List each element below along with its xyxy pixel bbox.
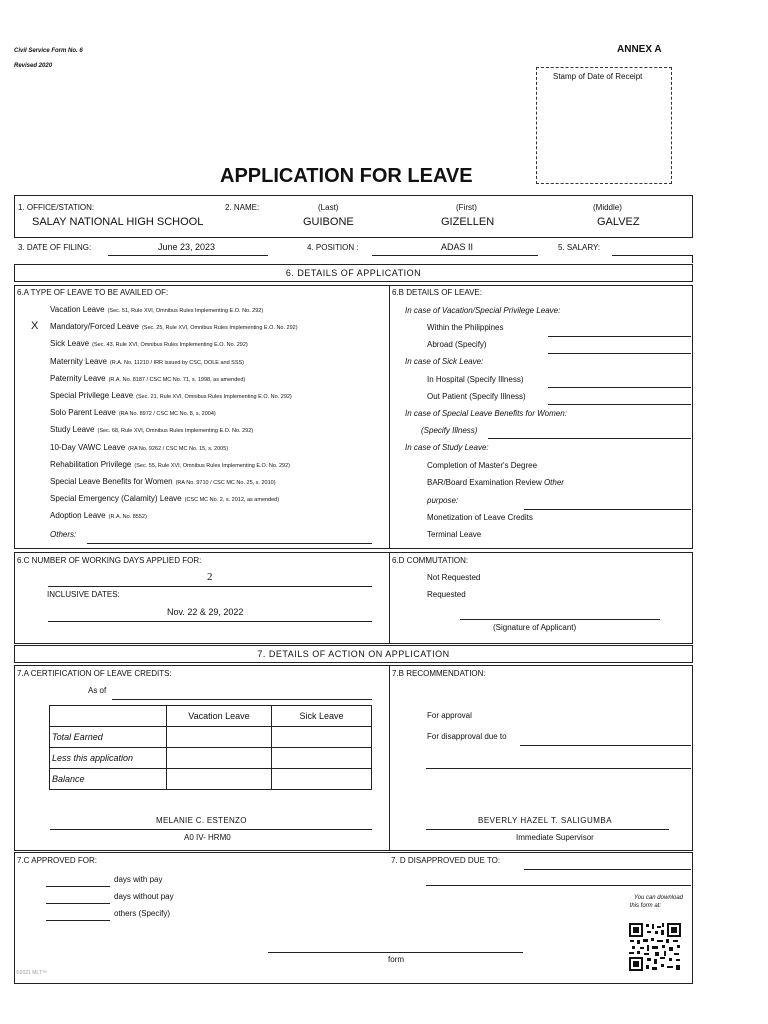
monetization-option[interactable]: Monetization of Leave Credits [427,513,533,522]
sick-leave-header: Sick Leave [272,706,372,727]
middle-name-value: GALVEZ [597,216,640,228]
leave-type-item[interactable] [50,460,290,469]
leave-type-item[interactable] [50,374,245,383]
inclusive-dates-value: Nov. 22 & 29, 2022 [167,607,244,617]
leave-type-checkmark[interactable]: X [31,320,39,333]
leave-type-reference: (Sec. 25, Rule XVI, Omnibus Rules Implementing E.O. No. 292) [141,325,298,332]
certifier-name: MELANIE C. ESTENZO [156,816,247,825]
form-revised: Revised 2020 [14,63,53,69]
women-specify-label: (Specify Illness) [421,426,478,435]
leave-type-item[interactable] [50,477,276,486]
section7d-title: 7. D DISAPPROVED DUE TO: [391,856,501,865]
leave-type-item[interactable] [50,511,147,520]
sick-case-header: In case of Sick Leave: [405,357,484,366]
leave-type-label: 10-Day VAWC Leave [50,442,126,452]
balance-label: Balance [50,769,167,790]
leave-type-item[interactable] [50,494,279,503]
download-note-1: You can download [633,895,683,901]
leave-type-label: Study Leave [50,425,95,435]
filing-value: June 23, 2023 [158,242,216,252]
stamp-box [536,67,672,184]
in-hospital-option[interactable]: In Hospital (Specify Illness) [427,375,524,384]
section6d-title: 6.D COMMUTATION: [392,556,469,565]
leave-type-label: Maternity Leave [50,356,107,366]
days-without-pay-label: days without pay [114,892,174,901]
office-label: 1. OFFICE/STATION: [18,203,95,212]
other-label: Other [543,478,564,487]
not-requested-option[interactable]: Not Requested [427,573,481,582]
bar-review-option[interactable] [427,478,564,487]
total-earned-sick[interactable] [272,727,372,748]
position-label: 4. POSITION : [307,243,359,252]
leave-type-label: Solo Parent Leave [50,408,116,418]
section7c-title: 7.C APPROVED FOR: [17,856,98,865]
table-header-row [50,706,372,727]
section6a-title: 6.A TYPE OF LEAVE TO BE AVAILED OF: [17,288,169,297]
leave-type-label: Vacation Leave [50,305,105,314]
abroad-option[interactable]: Abroad (Specify) [427,340,487,349]
study-case-header: In case of Study Leave: [405,443,489,452]
form-label: form [388,955,404,964]
total-earned-vacation[interactable] [167,727,272,748]
as-of-line [112,699,372,700]
table-row [50,769,372,790]
vacation-case-header: In case of Vacation/Special Privilege Leave: [405,306,561,315]
less-application-sick[interactable] [272,748,372,769]
less-application-vacation[interactable] [167,748,272,769]
name-label: 2. NAME: [225,203,260,212]
others-specify-label: others (Specify) [114,909,171,918]
supervisor-name: BEVERLY HAZEL T. SALIGUMBA [478,816,613,825]
position-value: ADAS II [441,242,474,252]
certifier-title: A0 IV- HRM0 [184,833,231,842]
leave-type-item[interactable] [50,425,253,434]
salary-line [612,255,692,256]
working-days-value: 2 [207,571,213,583]
filing-label: 3. DATE OF FILING: [18,243,92,252]
section6c-title: 6.C NUMBER OF WORKING DAYS APPLIED FOR: [17,556,202,565]
section7-header [14,645,693,663]
balance-vacation[interactable] [167,769,272,790]
leave-type-item[interactable] [50,443,228,452]
purpose-label: purpose: [427,496,459,505]
others-line[interactable] [87,543,372,544]
authorized-signature-line [268,952,523,953]
balance-sick[interactable] [272,769,372,790]
first-name-label: (First) [456,203,477,212]
vacation-leave-header: Vacation Leave [167,706,272,727]
applicant-signature-label: (Signature of Applicant) [493,623,577,632]
leave-type-reference: (Sec. 21, Rule XVI, Omnibus Rules Implementing E.O. No. 292) [136,394,292,400]
section7a-title: 7.A CERTIFICATION OF LEAVE CREDITS: [17,669,172,678]
leave-type-reference: (Sec. 51, Rule XVI, Omnibus Rules Implementing E.O. No. 292) [107,308,264,314]
leave-type-reference: (Sec. 68, Rule XVI, Omnibus Rules Implementing E.O. No. 292) [97,428,254,435]
supervisor-title: Immediate Supervisor [516,833,594,842]
last-name-label: (Last) [318,203,339,212]
terminal-leave-option[interactable]: Terminal Leave [427,530,482,539]
leave-type-reference: (CSC MC No. 2, s. 2012, as amended) [184,497,280,504]
inclusive-dates-label: INCLUSIVE DATES: [47,590,120,599]
download-note-2: this form at: [629,903,661,909]
copyright-text: ©2021 MLT™ [16,970,47,976]
section7cd-box [14,852,693,984]
table-row [50,727,372,748]
for-approval-option[interactable]: For approval [427,711,472,720]
section7b-title: 7.B RECOMMENDATION: [392,669,486,678]
salary-label: 5. SALARY: [558,243,601,252]
annex-label: ANNEX A [617,44,662,55]
section6-title: 6. DETAILS OF APPLICATION [285,268,422,278]
last-name-value: GUIBONE [303,216,354,228]
table-row [50,748,372,769]
leave-type-label: Special Leave Benefits for Women [50,477,173,486]
section6-header [14,264,693,282]
qr-code-icon[interactable] [628,922,682,972]
position-line [372,255,538,256]
leave-type-label: Rehabilitation Privilege [50,459,132,469]
leave-type-reference: (Sec. 43, Rule XVI, Omnibus Rules Implementing E.O. No. 292) [92,342,248,349]
form-number: Civil Service Form No. 6 [14,48,83,54]
filing-line [108,255,268,256]
leave-type-label: Mandatory/Forced Leave [50,322,139,332]
leave-type-item[interactable] [50,408,216,417]
requested-option[interactable]: Requested [427,590,466,599]
page-title: APPLICATION FOR LEAVE [220,165,473,187]
for-disapproval-option[interactable]: For disapproval due to [427,732,507,741]
leave-type-label: Adoption Leave [50,511,106,521]
less-application-label: Less this application [50,748,167,769]
leave-type-item[interactable] [50,339,248,348]
leave-type-reference: (RA No. 9262 / CSC MC No. 15, s. 2005) [128,445,229,452]
leave-type-label: Special Emergency (Calamity) Leave [50,494,182,504]
leave-type-reference: (RA No. 9710 / CSC MC No. 25, s. 2010) [175,480,276,486]
leave-type-item[interactable] [50,322,298,331]
leave-type-reference: (R.A. No. 8187 / CSC MC No. 71, s. 1998, as amended) [108,376,246,383]
section6b-title: 6.B DETAILS OF LEAVE: [392,288,482,297]
leave-type-reference: (R.A. No. 8552) [108,514,147,521]
leave-type-reference: (RA No. 8972 / CSC MC No. 8, s. 2004) [118,411,216,418]
total-earned-label: Total Earned [50,727,167,748]
first-name-value: GIZELLEN [441,216,495,228]
leave-type-item[interactable] [50,357,244,366]
women-case-header: In case of Special Leave Benefits for Women: [405,409,567,418]
within-philippines-option[interactable]: Within the Philippines [427,323,504,332]
leave-type-label: Paternity Leave [50,373,106,383]
others-label: Others: [50,530,77,539]
office-value: SALAY NATIONAL HIGH SCHOOL [32,216,204,228]
leave-type-reference: (R.A. No. 11210 / IRR issued by CSC, DOLE and SSS) [109,359,245,366]
stamp-label: Stamp of Date of Receipt [553,72,643,81]
out-patient-option[interactable]: Out Patient (Specify Illness) [427,392,526,401]
leave-type-item[interactable] [50,305,263,314]
bar-review-label: BAR/Board Examination Review [427,478,542,487]
masters-option[interactable]: Completion of Master's Degree [427,461,538,470]
section7-title: 7. DETAILS OF ACTION ON APPLICATION [257,649,450,659]
leave-type-item[interactable] [50,391,292,400]
days-with-pay-label: days with pay [114,875,163,884]
leave-type-label: Sick Leave [50,339,90,349]
leave-credits-table [49,705,372,790]
as-of-label: As of [88,686,107,695]
leave-type-label: Special Privilege Leave [50,391,134,400]
leave-type-reference: (Sec. 55, Rule XVI, Omnibus Rules Implementing E.O. No. 292) [134,462,290,469]
middle-name-label: (Middle) [593,203,622,212]
